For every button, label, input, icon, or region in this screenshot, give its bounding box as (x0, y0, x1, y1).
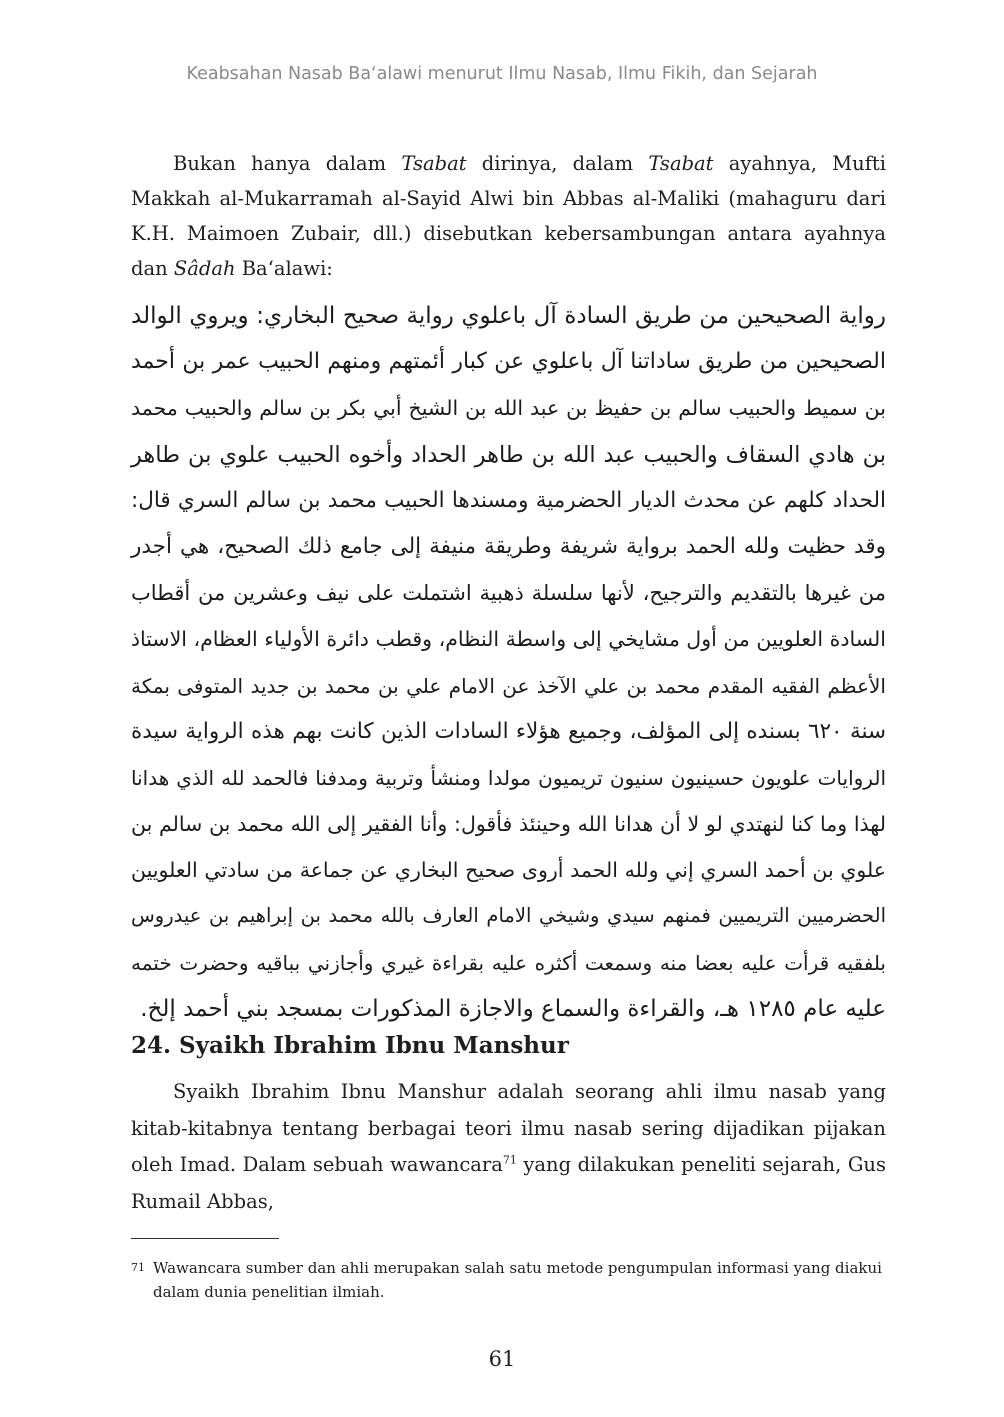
intro-text-7: Ba‘alawi: (235, 257, 333, 280)
footnote (131, 1256, 886, 1304)
arabic-line-8: السادة العلويين من أول مشايخي إلى واسطة النظام، وقطب دائرة الأولياء العظام، الاستاذ (130, 627, 886, 652)
footnote-text: Wawancara sumber dan ahli merupakan salah satu metode pengumpulan informasi yang diakui dalam dunia penelitian ilmiah. (153, 1259, 882, 1301)
arabic-line-15: بلفقيه قرأت عليه بعضا منه وسمعت أكثره عليه بقراءة غيري وأجازني بباقيه وحضرت ختمه (131, 950, 886, 975)
arabic-quotation-block (131, 293, 886, 1032)
intro-text-3: dirinya, dalam (466, 152, 649, 175)
body-text-2: yang dilakukan peneliti sejarah, Gus Rumail Abbas, (131, 1153, 886, 1213)
arabic-line-11: الروايات علويون حسينيون سنيون تريميون مولدا ومنشأ وتربية ومدفنا فالحمد لله الذي هدانا (131, 765, 886, 790)
arabic-line-9: الأعظم الفقيه المقدم محمد بن علي الآخذ عن الامام علي بن محمد بن جديد المتوفى بمكة (131, 673, 886, 698)
arabic-line-16: عليه عام ١٢٨٥ هـ، والقراءة والسماع والاجازة المذكورات بمسجد بني أحمد إلخ. (140, 995, 886, 1022)
section-heading: 24. Syaikh Ibrahim Ibnu Manshur (131, 1032, 569, 1059)
arabic-line-4: بن هادي السقاف والحبيب عبد الله بن طاهر الحداد وأخوه الحبيب علوي بن طاهر (131, 441, 886, 468)
intro-text-5: ayahnya, Mufti Makkah al-Mukarramah al-Sayid Alwi bin Abbas al-Maliki (mahaguru dari K.H. Maimoen Zubair, dll.) disebutkan kebersambungan antara ayahnya dan (131, 152, 886, 280)
arabic-line-3: بن سميط والحبيب سالم بن حفيظ بن عبد الله بن الشيخ أبي بكر بن سالم والحبيب محمد (131, 396, 886, 421)
running-header: Keabsahan Nasab Ba‘alawi menurut Ilmu Nasab, Ilmu Fikih, dan Sejarah (186, 64, 818, 84)
body-text-1: Syaikh Ibrahim Ibnu Manshur adalah seorang ahli ilmu nasab yang kitab-kitabnya tentang berbagai teori ilmu nasab sering dijadikan pijakan oleh Imad. Dalam sebuah wawancara (131, 1080, 886, 1176)
arabic-line-7: من غيرها بالتقديم والترجيح، لأنها سلسلة ذهبية اشتملت على نيف وعشرين من أقطاب (131, 581, 886, 606)
footnote-separator (131, 1238, 279, 1239)
intro-italic-tsabat-2: Tsabat (648, 152, 714, 175)
arabic-line-1: رواية الصحيحين من طريق السادة آل باعلوي رواية صحيح البخاري: ويروي الوالد (131, 303, 886, 329)
page-number: 61 (488, 1347, 516, 1371)
arabic-line-2: الصحيحين من طريق ساداتنا آل باعلوي عن كبار أئمتهم ومنهم الحبيب عمر بن أحمد (131, 349, 886, 375)
arabic-line-6: وقد حظيت ولله الحمد برواية شريفة وطريقة منيفة إلى جامع ذلك الصحيح، هي أجدر (131, 533, 886, 559)
intro-paragraph (131, 146, 886, 286)
footnote-number: 71 (131, 1261, 145, 1274)
footnote-reference[interactable]: 71 (502, 1153, 517, 1167)
arabic-line-13: علوي بن أحمد السري إني ولله الحمد أروى صحيح البخاري عن جماعة من سادتي العلويين (131, 858, 886, 883)
intro-italic-tsabat-1: Tsabat (401, 152, 467, 175)
arabic-line-10: سنة ٦٢٠ بسنده إلى المؤلف، وجميع هؤلاء السادات الذين كانت بهم هذه الرواية سيدة (131, 718, 886, 744)
arabic-line-12: لهذا وما كنا لنهتدي لو لا أن هدانا الله وحينئذ فأقول: وأنا الفقير إلى الله محمد بن سالم بن (131, 812, 886, 837)
arabic-line-5: الحداد كلهم عن محدث الديار الحضرمية ومسندها الحبيب محمد بن سالم السري قال: (131, 487, 886, 513)
intro-text-1: Bukan hanya dalam (173, 152, 402, 175)
intro-italic-sadah: Sâdah (173, 257, 236, 280)
body-paragraph (131, 1074, 886, 1220)
arabic-line-14: الحضرميين التريميين فمنهم سيدي وشيخي الامام العارف بالله محمد بن إبراهيم بن عيدروس (131, 904, 886, 928)
